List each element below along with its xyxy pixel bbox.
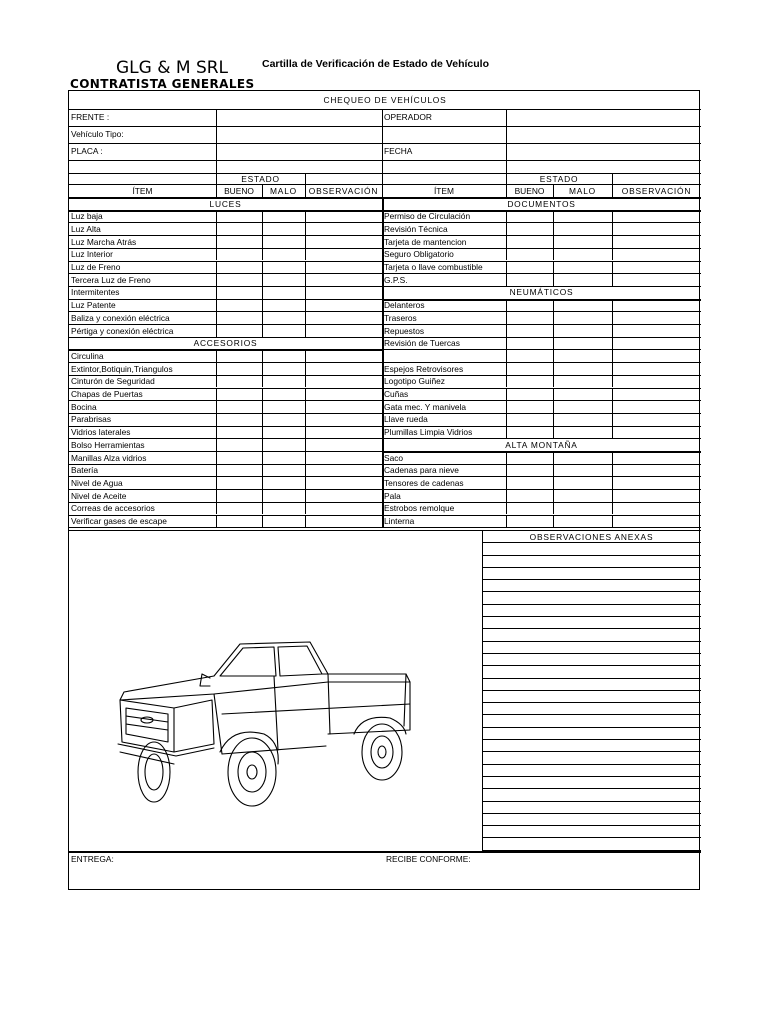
grid-line bbox=[612, 261, 613, 274]
grid-line bbox=[69, 400, 382, 401]
grid-line bbox=[612, 502, 613, 515]
grid-line bbox=[612, 311, 613, 324]
right-item-label: Gata mec. Y manivela bbox=[384, 401, 467, 412]
grid-line bbox=[305, 222, 306, 235]
grid-line bbox=[262, 502, 263, 515]
grid-line bbox=[553, 451, 554, 464]
grid-line bbox=[553, 222, 554, 235]
form-title: Cartilla de Verificación de Estado de Vehículo bbox=[262, 58, 489, 70]
grid-line bbox=[305, 438, 306, 451]
grid-line bbox=[262, 489, 263, 502]
grid-line bbox=[506, 273, 507, 286]
grid-line bbox=[612, 337, 613, 350]
entrega-label: ENTREGA: bbox=[71, 854, 114, 864]
bueno-header-left: BUENO bbox=[224, 186, 254, 196]
grid-line bbox=[69, 160, 701, 161]
grid-line bbox=[305, 362, 306, 375]
grid-line bbox=[553, 362, 554, 375]
grid-line bbox=[482, 776, 701, 777]
grid-line bbox=[553, 349, 554, 362]
grid-line bbox=[262, 375, 263, 388]
grid-line bbox=[612, 426, 613, 439]
observaciones-title: OBSERVACIONES ANEXAS bbox=[529, 531, 654, 542]
left-item-label: Bolso Herramientas bbox=[71, 439, 145, 450]
grid-line bbox=[262, 311, 263, 324]
observacion-header-right: OBSERVACIÓN bbox=[621, 186, 692, 196]
recibe-label: RECIBE CONFORME: bbox=[386, 854, 471, 864]
grid-line bbox=[482, 751, 701, 752]
grid-line bbox=[69, 413, 382, 414]
grid-line bbox=[482, 641, 701, 642]
grid-line bbox=[305, 349, 306, 362]
grid-line bbox=[612, 210, 613, 223]
grid-line bbox=[612, 273, 613, 286]
right-item-label: Plumillas Limpia Vidrios bbox=[384, 427, 473, 438]
grid-line bbox=[506, 515, 507, 528]
grid-line bbox=[305, 400, 306, 413]
grid-line bbox=[262, 388, 263, 401]
grid-line bbox=[506, 451, 507, 464]
malo-header-right: MALO bbox=[569, 186, 596, 196]
grid-line bbox=[216, 286, 217, 299]
grid-line bbox=[69, 109, 701, 110]
grid-line bbox=[216, 235, 217, 248]
grid-line bbox=[216, 210, 217, 223]
grid-line bbox=[305, 388, 306, 401]
grid-line bbox=[216, 451, 217, 464]
frente-label: FRENTE : bbox=[71, 112, 110, 122]
grid-line bbox=[305, 489, 306, 502]
grid-line bbox=[305, 464, 306, 477]
operador-label: OPERADOR bbox=[384, 112, 432, 122]
grid-line bbox=[482, 542, 701, 543]
item-header-right: ÍTEM bbox=[433, 186, 454, 196]
left-item-label: Chapas de Puertas bbox=[71, 389, 143, 399]
placa-label: PLACA : bbox=[71, 146, 103, 156]
grid-line bbox=[382, 109, 383, 173]
grid-line bbox=[612, 362, 613, 375]
grid-line bbox=[305, 311, 306, 324]
right-section-header: ALTA MONTAÑA bbox=[505, 439, 578, 450]
left-item-label: Tercera Luz de Freno bbox=[71, 274, 151, 285]
grid-line bbox=[553, 248, 554, 261]
item-header-left: ÍTEM bbox=[132, 186, 153, 196]
grid-line bbox=[506, 489, 507, 502]
grid-line bbox=[305, 235, 306, 248]
grid-line bbox=[305, 286, 306, 299]
grid-line bbox=[553, 489, 554, 502]
grid-line bbox=[482, 555, 701, 556]
grid-line bbox=[216, 515, 217, 528]
grid-line bbox=[482, 604, 701, 605]
grid-line bbox=[482, 665, 701, 666]
grid-line bbox=[506, 210, 507, 223]
grid-line bbox=[262, 273, 263, 286]
grid-line bbox=[216, 426, 217, 439]
grid-line bbox=[612, 235, 613, 248]
grid-line bbox=[506, 324, 507, 337]
right-item-label: Logotipo Guiñez bbox=[384, 376, 445, 387]
grid-line bbox=[506, 235, 507, 248]
grid-line bbox=[612, 248, 613, 261]
grid-line bbox=[482, 837, 701, 838]
grid-line bbox=[506, 362, 507, 375]
grid-line bbox=[216, 362, 217, 375]
right-item-label: Saco bbox=[384, 452, 404, 463]
grid-line bbox=[262, 235, 263, 248]
grid-line bbox=[506, 109, 507, 173]
grid-line bbox=[482, 628, 701, 629]
left-item-label: Nivel de Agua bbox=[71, 477, 123, 488]
grid-line bbox=[482, 690, 701, 691]
grid-line bbox=[506, 311, 507, 324]
malo-header-left: MALO bbox=[270, 186, 297, 196]
right-item-label: Seguro Obligatorio bbox=[384, 249, 454, 260]
grid-line bbox=[553, 299, 554, 312]
grid-line bbox=[506, 375, 507, 388]
grid-line bbox=[262, 299, 263, 312]
grid-line bbox=[553, 515, 554, 528]
observacion-header-left: OBSERVACIÓN bbox=[308, 186, 379, 196]
grid-line bbox=[305, 324, 306, 337]
grid-line bbox=[382, 299, 701, 301]
grid-line bbox=[482, 727, 701, 728]
grid-line bbox=[506, 388, 507, 401]
left-item-label: Batería bbox=[71, 465, 99, 476]
left-item-label: Cinturón de Seguridad bbox=[71, 376, 155, 387]
grid-line bbox=[216, 311, 217, 324]
right-item-label: G.P.S. bbox=[384, 274, 408, 285]
grid-line bbox=[612, 349, 613, 362]
grid-line bbox=[553, 273, 554, 286]
grid-line bbox=[482, 616, 701, 617]
grid-line bbox=[553, 413, 554, 426]
left-item-label: Luz Patente bbox=[71, 300, 116, 311]
grid-line bbox=[382, 273, 701, 274]
grid-line bbox=[262, 349, 263, 362]
grid-line bbox=[262, 515, 263, 528]
right-item-label: Permiso de Circulación bbox=[384, 211, 471, 222]
grid-line bbox=[612, 476, 613, 489]
grid-line bbox=[506, 464, 507, 477]
grid-line bbox=[612, 451, 613, 464]
grid-line bbox=[506, 248, 507, 261]
grid-line bbox=[382, 349, 701, 350]
grid-line bbox=[305, 413, 306, 426]
grid-line bbox=[612, 515, 613, 528]
grid-line bbox=[216, 261, 217, 274]
grid-line bbox=[553, 502, 554, 515]
grid-line bbox=[69, 248, 382, 249]
grid-line bbox=[262, 286, 263, 299]
grid-line bbox=[612, 489, 613, 502]
grid-line bbox=[216, 413, 217, 426]
grid-line bbox=[612, 464, 613, 477]
grid-line bbox=[553, 388, 554, 401]
left-section-header: LUCES bbox=[209, 198, 242, 209]
grid-line bbox=[216, 324, 217, 337]
grid-line bbox=[612, 299, 613, 312]
left-item-label: Luz Marcha Atrás bbox=[71, 236, 137, 247]
grid-line bbox=[553, 324, 554, 337]
right-item-label: Tensores de cadenas bbox=[384, 477, 464, 488]
grid-line bbox=[506, 222, 507, 235]
section-title: CHEQUEO DE VEHÍCULOS bbox=[323, 95, 447, 105]
grid-line bbox=[553, 426, 554, 439]
grid-line bbox=[305, 299, 306, 312]
right-item-label: Repuestos bbox=[384, 325, 425, 336]
grid-line bbox=[216, 349, 217, 362]
grid-line bbox=[612, 388, 613, 401]
company-name: GLG & M SRL bbox=[116, 58, 229, 78]
left-item-label: Intermitentes bbox=[71, 287, 120, 298]
left-item-label: Luz Alta bbox=[71, 223, 101, 234]
grid-line bbox=[262, 400, 263, 413]
grid-line bbox=[262, 362, 263, 375]
grid-line bbox=[506, 502, 507, 515]
left-item-label: Baliza y conexión eléctrica bbox=[71, 312, 170, 323]
grid-line bbox=[305, 261, 306, 274]
grid-line bbox=[506, 426, 507, 439]
grid-line bbox=[69, 851, 701, 853]
grid-line bbox=[262, 324, 263, 337]
left-item-label: Circulina bbox=[71, 350, 104, 361]
left-item-label: Nivel de Aceite bbox=[71, 490, 127, 501]
left-item-label: Manillas Alza vidrios bbox=[71, 452, 147, 463]
grid-line bbox=[553, 210, 554, 223]
left-item-label: Verificar gases de escape bbox=[71, 516, 167, 526]
grid-line bbox=[382, 515, 701, 516]
grid-line bbox=[262, 438, 263, 451]
grid-line bbox=[305, 476, 306, 489]
grid-line bbox=[69, 527, 382, 528]
right-item-label: Pala bbox=[384, 490, 401, 501]
grid-line bbox=[216, 476, 217, 489]
left-item-label: Extintor,Botiquin,Triangulos bbox=[71, 363, 173, 374]
grid-line bbox=[482, 591, 701, 592]
grid-line bbox=[382, 324, 701, 325]
left-item-label: Luz de Freno bbox=[71, 262, 121, 272]
grid-line bbox=[612, 375, 613, 388]
grid-line bbox=[69, 210, 382, 212]
grid-line bbox=[262, 210, 263, 223]
grid-line bbox=[482, 567, 701, 568]
grid-line bbox=[216, 375, 217, 388]
grid-line bbox=[482, 702, 701, 703]
fecha-label: FECHA bbox=[384, 146, 413, 156]
grid-line bbox=[305, 248, 306, 261]
grid-line bbox=[382, 388, 701, 389]
estado-header-left: ESTADO bbox=[241, 174, 280, 184]
grid-line bbox=[216, 273, 217, 286]
grid-line bbox=[506, 400, 507, 413]
grid-line bbox=[69, 143, 701, 144]
grid-line bbox=[69, 349, 382, 351]
grid-line bbox=[305, 210, 306, 223]
grid-line bbox=[262, 261, 263, 274]
right-section-header: DOCUMENTOS bbox=[507, 198, 576, 209]
grid-line bbox=[482, 801, 701, 802]
grid-line bbox=[262, 413, 263, 426]
grid-line bbox=[506, 413, 507, 426]
grid-line bbox=[553, 400, 554, 413]
grid-line bbox=[482, 788, 701, 789]
left-item-label: Parabrisas bbox=[71, 414, 112, 425]
right-item-label: Delanteros bbox=[384, 300, 425, 311]
vehiculo-tipo-label: Vehículo Tipo: bbox=[71, 129, 124, 139]
left-item-label: Luz baja bbox=[71, 211, 103, 222]
grid-line bbox=[216, 222, 217, 235]
right-item-label: Traseros bbox=[384, 312, 417, 323]
grid-line bbox=[382, 527, 701, 528]
grid-line bbox=[382, 451, 701, 453]
right-item-label: Tarjeta de mantencion bbox=[384, 236, 467, 247]
grid-line bbox=[216, 388, 217, 401]
grid-line bbox=[262, 451, 263, 464]
grid-line bbox=[506, 337, 507, 350]
grid-line bbox=[482, 714, 701, 715]
grid-line bbox=[262, 426, 263, 439]
grid-line bbox=[482, 813, 701, 814]
right-item-label: Linterna bbox=[384, 516, 415, 526]
grid-line bbox=[305, 273, 306, 286]
grid-line bbox=[69, 184, 701, 185]
grid-line bbox=[216, 109, 217, 173]
left-item-label: Correas de accesorios bbox=[71, 503, 155, 514]
left-item-label: Luz Interior bbox=[71, 249, 113, 260]
grid-line bbox=[305, 451, 306, 464]
grid-line bbox=[69, 126, 701, 127]
grid-line bbox=[612, 324, 613, 337]
grid-line bbox=[216, 438, 217, 451]
right-item-label: Cuñas bbox=[384, 389, 409, 399]
grid-line bbox=[305, 375, 306, 388]
right-item-label: Tarjeta o llave combustible bbox=[384, 262, 483, 272]
grid-line bbox=[612, 413, 613, 426]
grid-line bbox=[612, 222, 613, 235]
grid-line bbox=[506, 476, 507, 489]
right-item-label: Cadenas para nieve bbox=[384, 465, 459, 476]
grid-line bbox=[482, 764, 701, 765]
grid-line bbox=[553, 337, 554, 350]
right-item-label: Revisión Técnica bbox=[384, 223, 448, 234]
grid-line bbox=[482, 653, 701, 654]
grid-line bbox=[553, 464, 554, 477]
grid-line bbox=[482, 678, 701, 679]
grid-line bbox=[553, 375, 554, 388]
grid-line bbox=[553, 476, 554, 489]
left-item-label: Vidrios laterales bbox=[71, 427, 131, 438]
grid-line bbox=[612, 400, 613, 413]
grid-line bbox=[69, 222, 382, 223]
grid-line bbox=[553, 311, 554, 324]
grid-line bbox=[216, 464, 217, 477]
grid-line bbox=[262, 222, 263, 235]
right-item-label: Espejos Retrovisores bbox=[384, 363, 464, 374]
right-item-label: Revisión de Tuercas bbox=[384, 338, 460, 349]
right-item-label: Llave rueda bbox=[384, 414, 428, 425]
grid-line bbox=[69, 464, 382, 465]
grid-line bbox=[216, 299, 217, 312]
grid-line bbox=[216, 248, 217, 261]
left-section-header: ACCESORIOS bbox=[193, 338, 258, 349]
grid-line bbox=[482, 825, 701, 826]
grid-line bbox=[482, 579, 701, 580]
grid-line bbox=[216, 502, 217, 515]
grid-line bbox=[506, 261, 507, 274]
grid-line bbox=[216, 489, 217, 502]
bueno-header-right: BUENO bbox=[514, 186, 545, 196]
grid-line bbox=[262, 464, 263, 477]
estado-header-right: ESTADO bbox=[539, 174, 579, 184]
grid-line bbox=[506, 299, 507, 312]
grid-line bbox=[382, 311, 701, 312]
grid-line bbox=[382, 489, 701, 490]
grid-line bbox=[216, 400, 217, 413]
pickup-truck-icon bbox=[114, 634, 414, 810]
grid-line bbox=[553, 235, 554, 248]
grid-line bbox=[262, 476, 263, 489]
right-section-header: NEUMÁTICOS bbox=[509, 287, 574, 298]
grid-line bbox=[305, 502, 306, 515]
left-item-label: Bocina bbox=[71, 401, 97, 412]
grid-line bbox=[305, 515, 306, 528]
right-item-label: Estrobos remolque bbox=[384, 503, 455, 514]
grid-line bbox=[482, 739, 701, 740]
grid-line bbox=[305, 426, 306, 439]
company-subtitle: CONTRATISTA GENERALES bbox=[70, 77, 255, 91]
grid-line bbox=[553, 261, 554, 274]
grid-line bbox=[506, 349, 507, 362]
grid-line bbox=[262, 248, 263, 261]
left-item-label: Pértiga y conexión eléctrica bbox=[71, 325, 174, 336]
grid-line bbox=[382, 413, 701, 414]
